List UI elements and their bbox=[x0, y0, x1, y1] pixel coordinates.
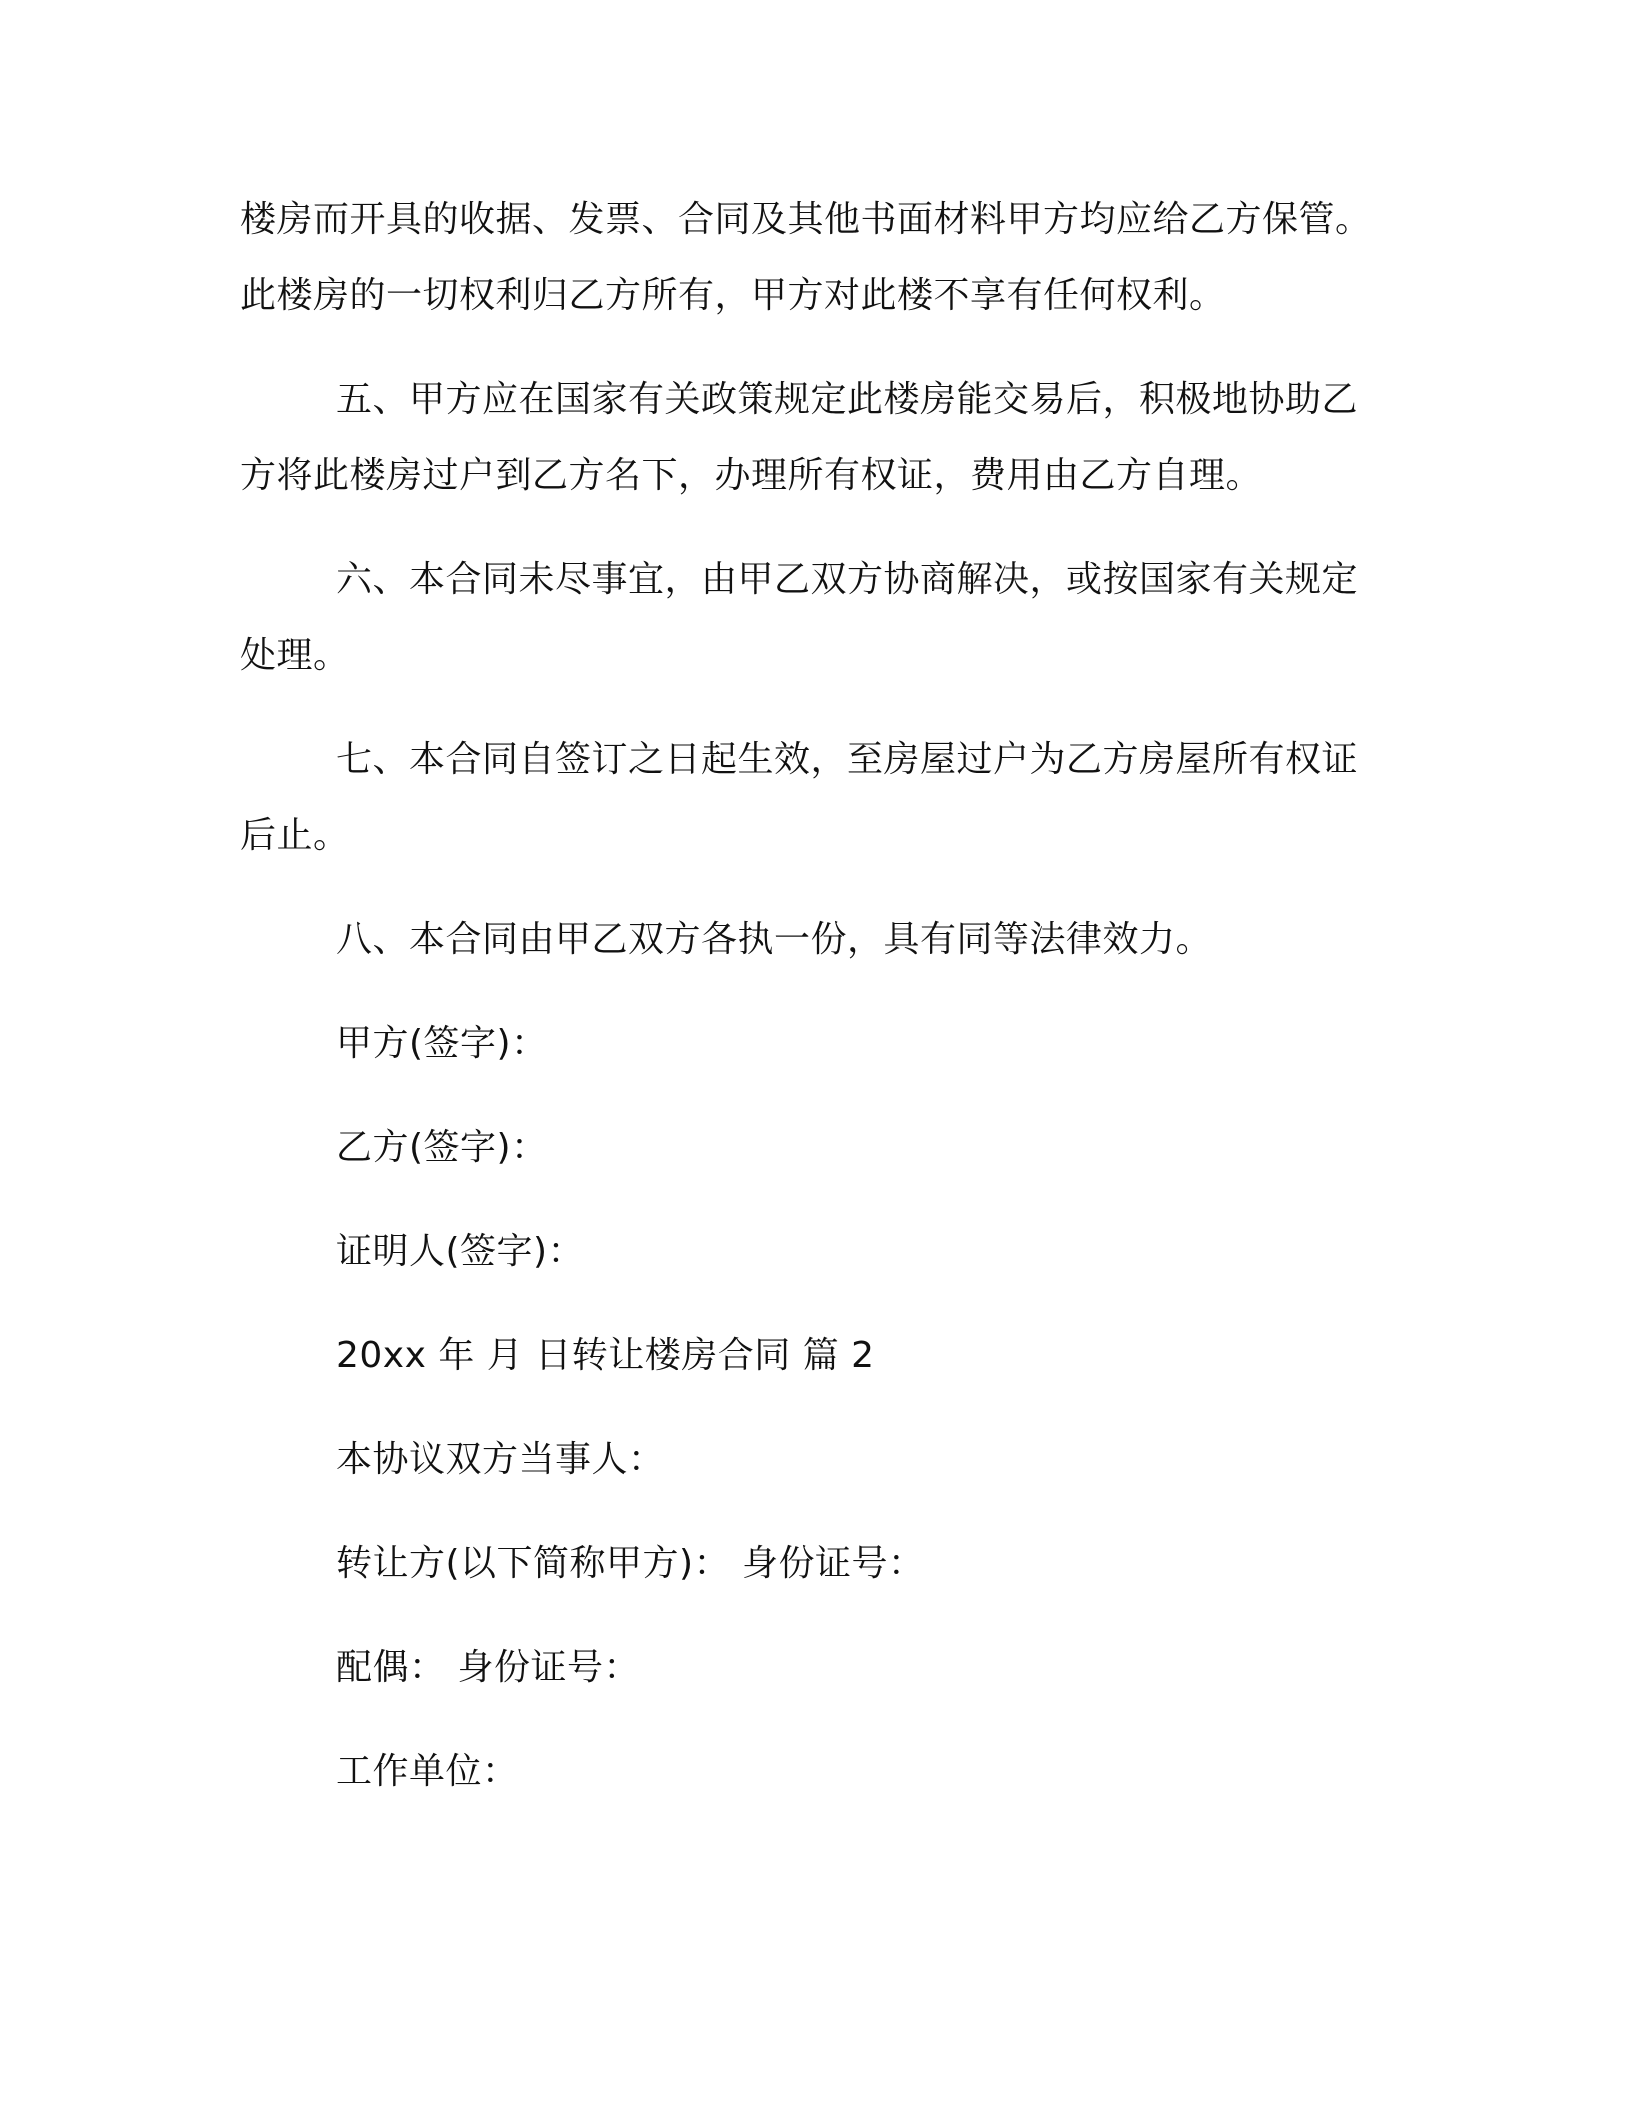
clause-5-line-1: 五、甲方应在国家有关政策规定此楼房能交易后，积极地协助乙 bbox=[336, 379, 1359, 420]
agreement-parties-label: 本协议双方当事人： bbox=[336, 1439, 665, 1480]
clause-6-line-2: 处理。 bbox=[240, 635, 350, 676]
signature-witness: 证明人(签字)： bbox=[336, 1231, 585, 1272]
transferor-field: 转让方(以下简称甲方)： 身份证号： bbox=[336, 1543, 925, 1584]
clause-5-line-2: 方将此楼房过户到乙方名下，办理所有权证，费用由乙方自理。 bbox=[240, 455, 1263, 496]
section-heading: 20xx 年 月 日转让楼房合同 篇 2 bbox=[336, 1335, 875, 1376]
clause-7-line-2: 后止。 bbox=[240, 815, 350, 856]
paragraph-intro-line-2: 此楼房的一切权利归乙方所有，甲方对此楼不享有任何权利。 bbox=[240, 275, 1226, 316]
clause-6-line-1: 六、本合同未尽事宜，由甲乙双方协商解决，或按国家有关规定 bbox=[336, 559, 1359, 600]
paragraph-intro-line-1: 楼房而开具的收据、发票、合同及其他书面材料甲方均应给乙方保管。 bbox=[240, 199, 1372, 240]
work-unit-field: 工作单位： bbox=[336, 1751, 519, 1792]
signature-party-a: 甲方(签字)： bbox=[336, 1023, 548, 1064]
signature-party-b: 乙方(签字)： bbox=[336, 1127, 548, 1168]
clause-7-line-1: 七、本合同自签订之日起生效，至房屋过户为乙方房屋所有权证 bbox=[336, 739, 1359, 780]
clause-8: 八、本合同由甲乙双方各执一份，具有同等法律效力。 bbox=[336, 919, 1213, 960]
spouse-field: 配偶： 身份证号： bbox=[336, 1647, 640, 1688]
